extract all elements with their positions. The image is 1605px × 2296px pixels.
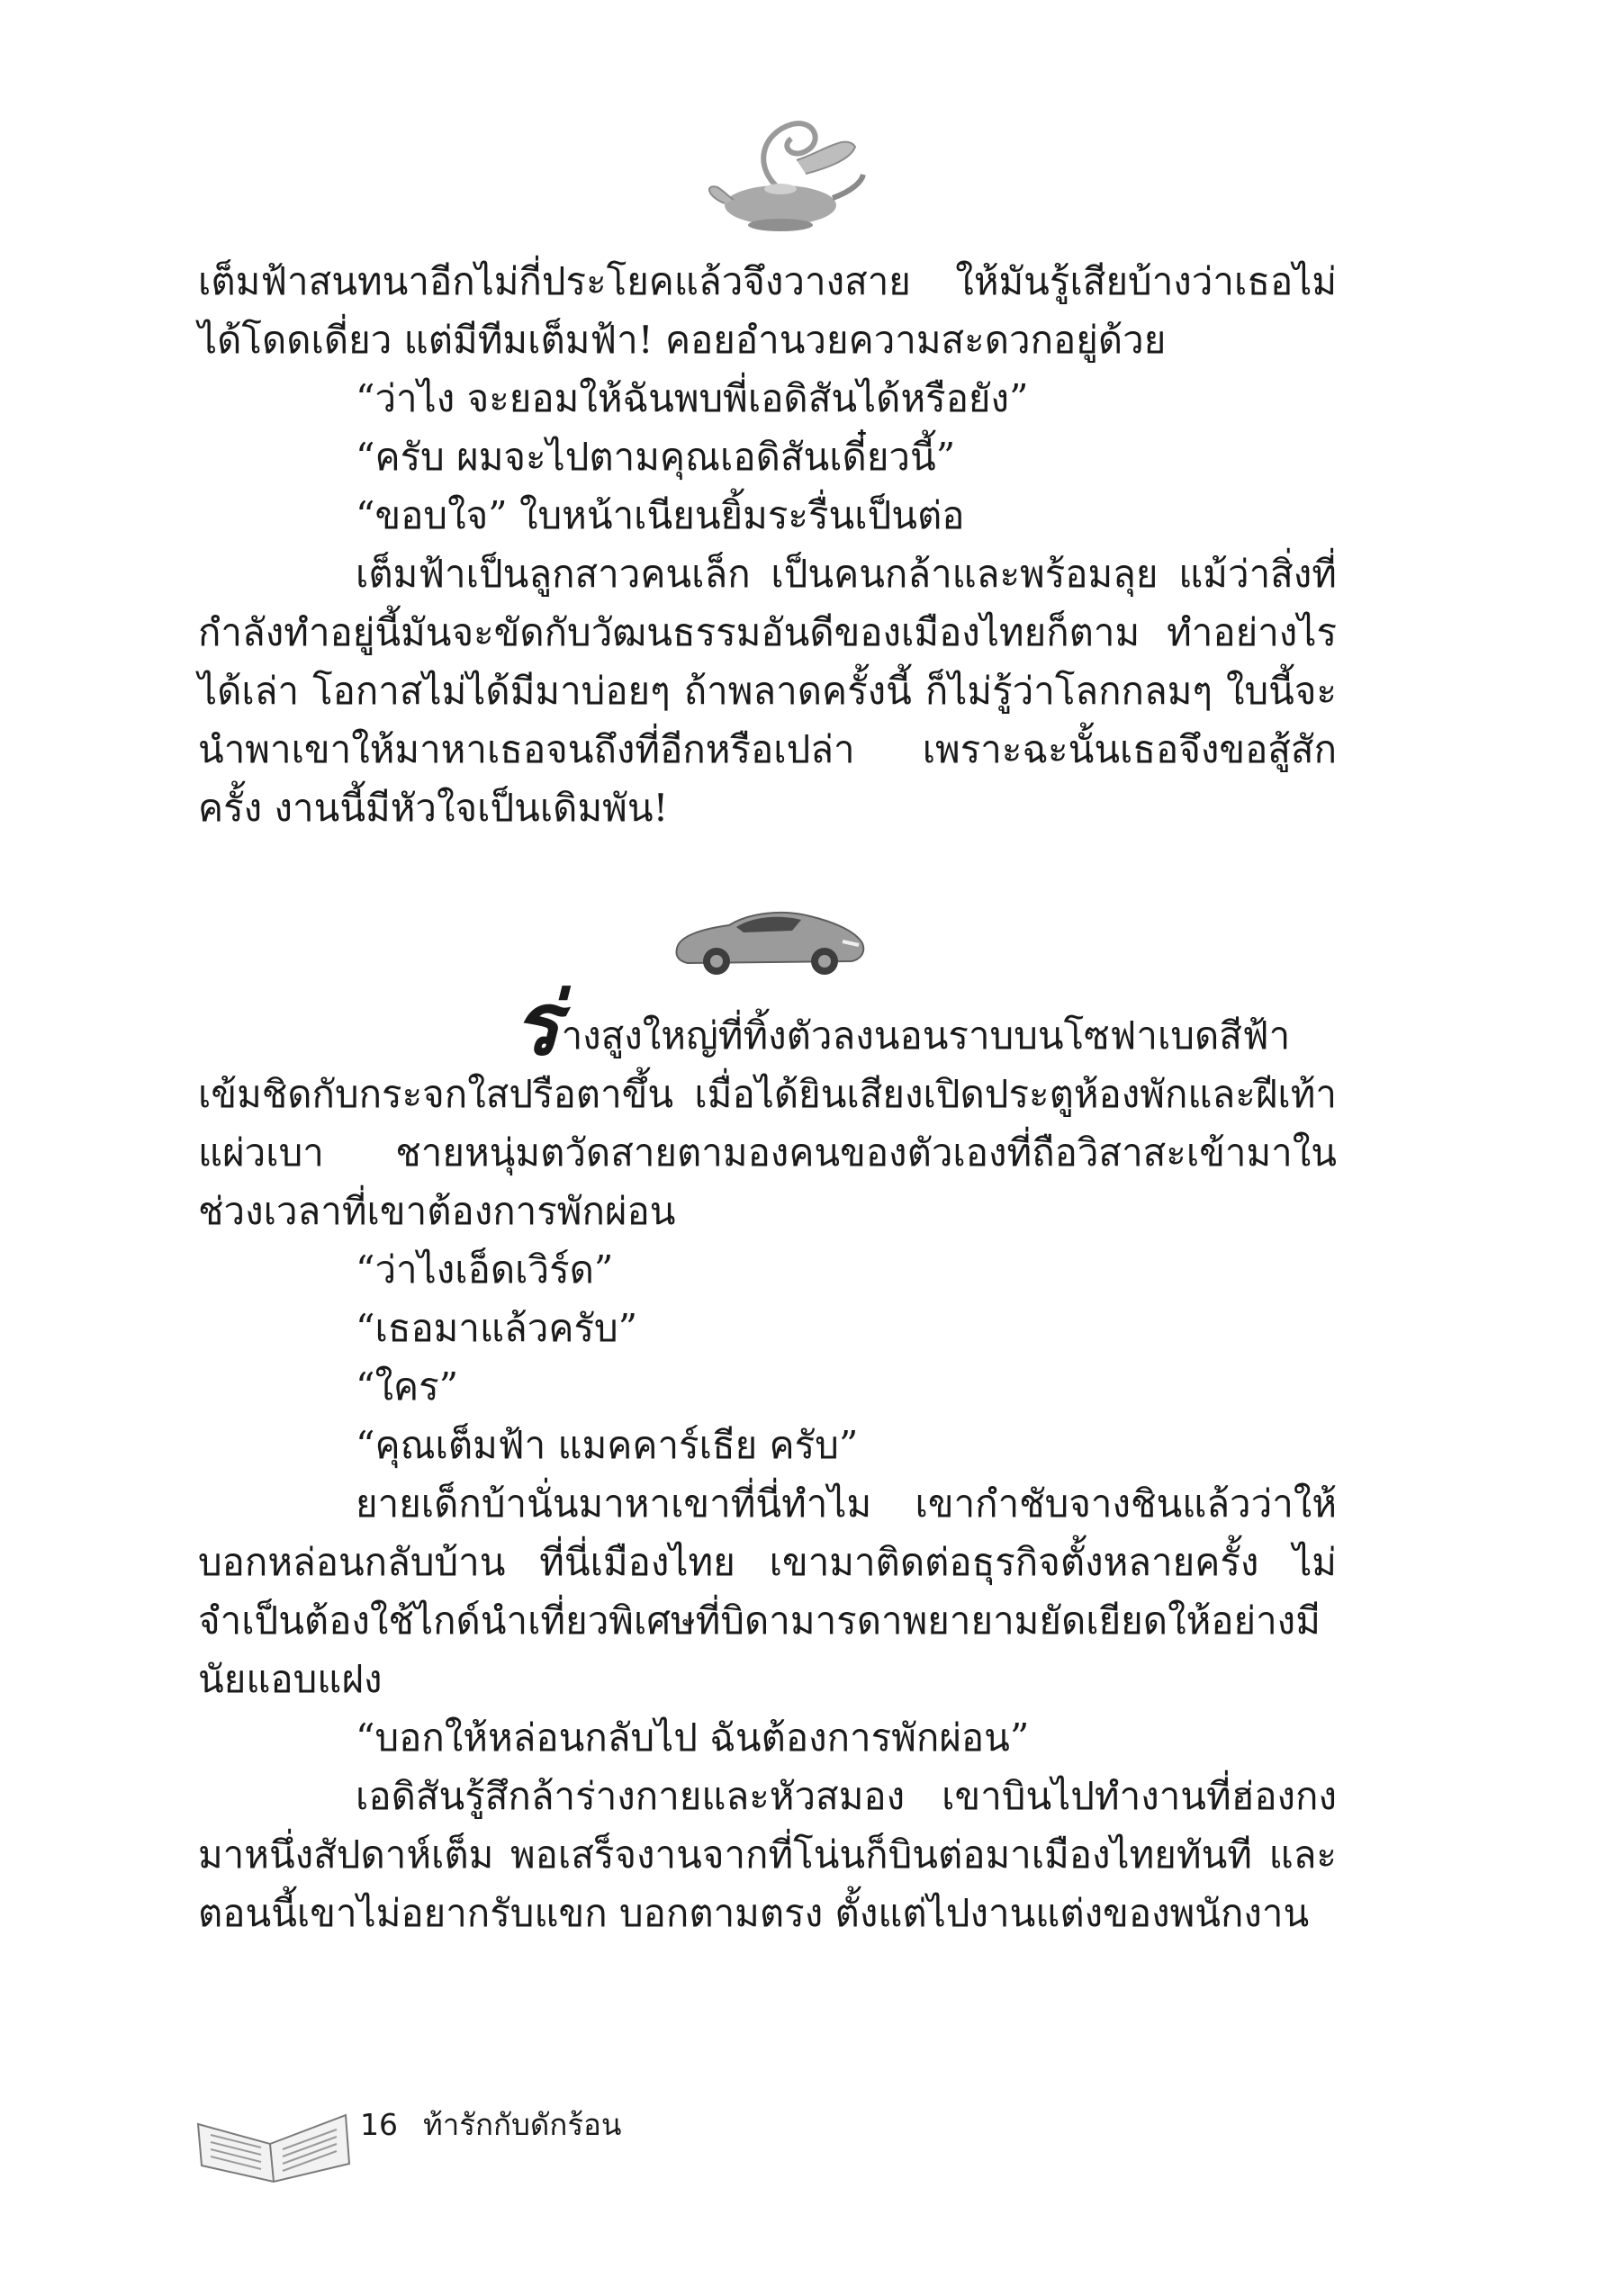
open-book-icon bbox=[191, 2088, 353, 2187]
dialogue-line: “ครับ ผมจะไปตามคุณเอดิสันเดี๋ยวนี้” bbox=[356, 435, 956, 479]
book-title: ท้ารักกับดักร้อน bbox=[423, 2106, 622, 2142]
paragraph: เอดิสันรู้สึกล้าร่างกายและหัวสมอง เขาบินไปทำงานที่ฮ่องกงมาหนึ่งสัปดาห์เต็ม พอเสร็จงานจากที่โน่นก็บินต่อมาเมืองไทยทันที และตอนนี้เขาไม่อยากรับแขก บอกตามตรง ตั้งแต่ไปงานแต่งของพนักงาน bbox=[198, 1774, 1337, 1935]
paragraph: เต็มฟ้าเป็นลูกสาวคนเล็ก เป็นคนกล้าและพร้อมลุย แม้ว่าสิ่งที่กำลังทำอยู่นี้มันจะขัดกับวัฒนธรรมอันดีของเมืองไทยก็ตาม ทำอย่างไรได้เล่า โอกาสไม่ได้มีมาบ่อยๆ ถ้าพลาดครั้งนี้ ก็ไม่รู้ว่าโลกกลมๆ ใบนี้จะนำพาเขาให้มาหาเธอจนถึงที่อีกหรือเปล่า เพราะฉะนั้นเธอจึงขอสู้สักครั้ง งานนี้มีหัวใจเป็นเดิมพัน! bbox=[198, 552, 1337, 830]
paragraph-text: างสูงใหญ่ที่ทิ้งตัวลงนอนราบบนโซฟาเบดสีฟ้าเข้มชิดกับกระจกใสปรือตาขึ้น เมื่อได้ยินเสียงเปิดประตูห้องพักและฝีเท้าแผ่วเบา ชายหนุ่มตวัดสายตามองคนของตัวเองที่ถือวิสาสะเข้ามาในช่วงเวลาที่เขาต้องการพักผ่อน bbox=[198, 1013, 1337, 1233]
dialogue-line: “ใคร” bbox=[356, 1364, 459, 1409]
paragraph: เต็มฟ้าสนทนาอีกไม่กี่ประโยคแล้วจึงวางสาย ให้มันรู้เสียบ้างว่าเธอไม่ได้โดดเดี่ยว แต่มีทีมเต็มฟ้า! คอยอำนวยความสะดวกอยู่ด้วย bbox=[198, 259, 1337, 362]
genie-lamp-icon bbox=[698, 106, 869, 241]
page-footer bbox=[360, 2097, 621, 2151]
dialogue-line: “ว่าไงเอ็ดเวิร์ด” bbox=[356, 1247, 614, 1292]
dialogue-line: “ว่าไง จะยอมให้ฉันพบพี่เอดิสันได้หรือยัง” bbox=[356, 376, 1029, 420]
dialogue-line: “คุณเต็มฟ้า แมคคาร์เธีย ครับ” bbox=[356, 1423, 859, 1467]
paragraph: ยายเด็กบ้านั่นมาหาเขาที่นี่ทำไม เขากำชับจางชินแล้วว่าให้บอกหล่อนกลับบ้าน ที่นี่เมืองไทย เขามาติดต่อธุรกิจตั้งหลายครั้ง ไม่จำเป็นต้องใช้ไกด์นำเที่ยวพิเศษที่บิดามารดาพยายามยัดเยียดให้อย่างมีนัยแอบแฝง bbox=[198, 1481, 1337, 1701]
dialogue-line: “ขอบใจ” ใบหน้าเนียนยิ้มระรื่นเป็นต่อ bbox=[356, 493, 965, 537]
dialogue-line: “บอกให้หล่อนกลับไป ฉันต้องการพักผ่อน” bbox=[356, 1715, 1030, 1760]
drop-cap: ร่ bbox=[513, 973, 560, 1075]
text-section-1 bbox=[198, 252, 1337, 837]
page-number: 16 bbox=[360, 2106, 398, 2142]
paragraph bbox=[198, 973, 1337, 1240]
dialogue-line: “เธอมาแล้วครับ” bbox=[356, 1306, 638, 1350]
text-section-2 bbox=[198, 973, 1337, 1942]
sports-car-icon bbox=[666, 889, 873, 979]
